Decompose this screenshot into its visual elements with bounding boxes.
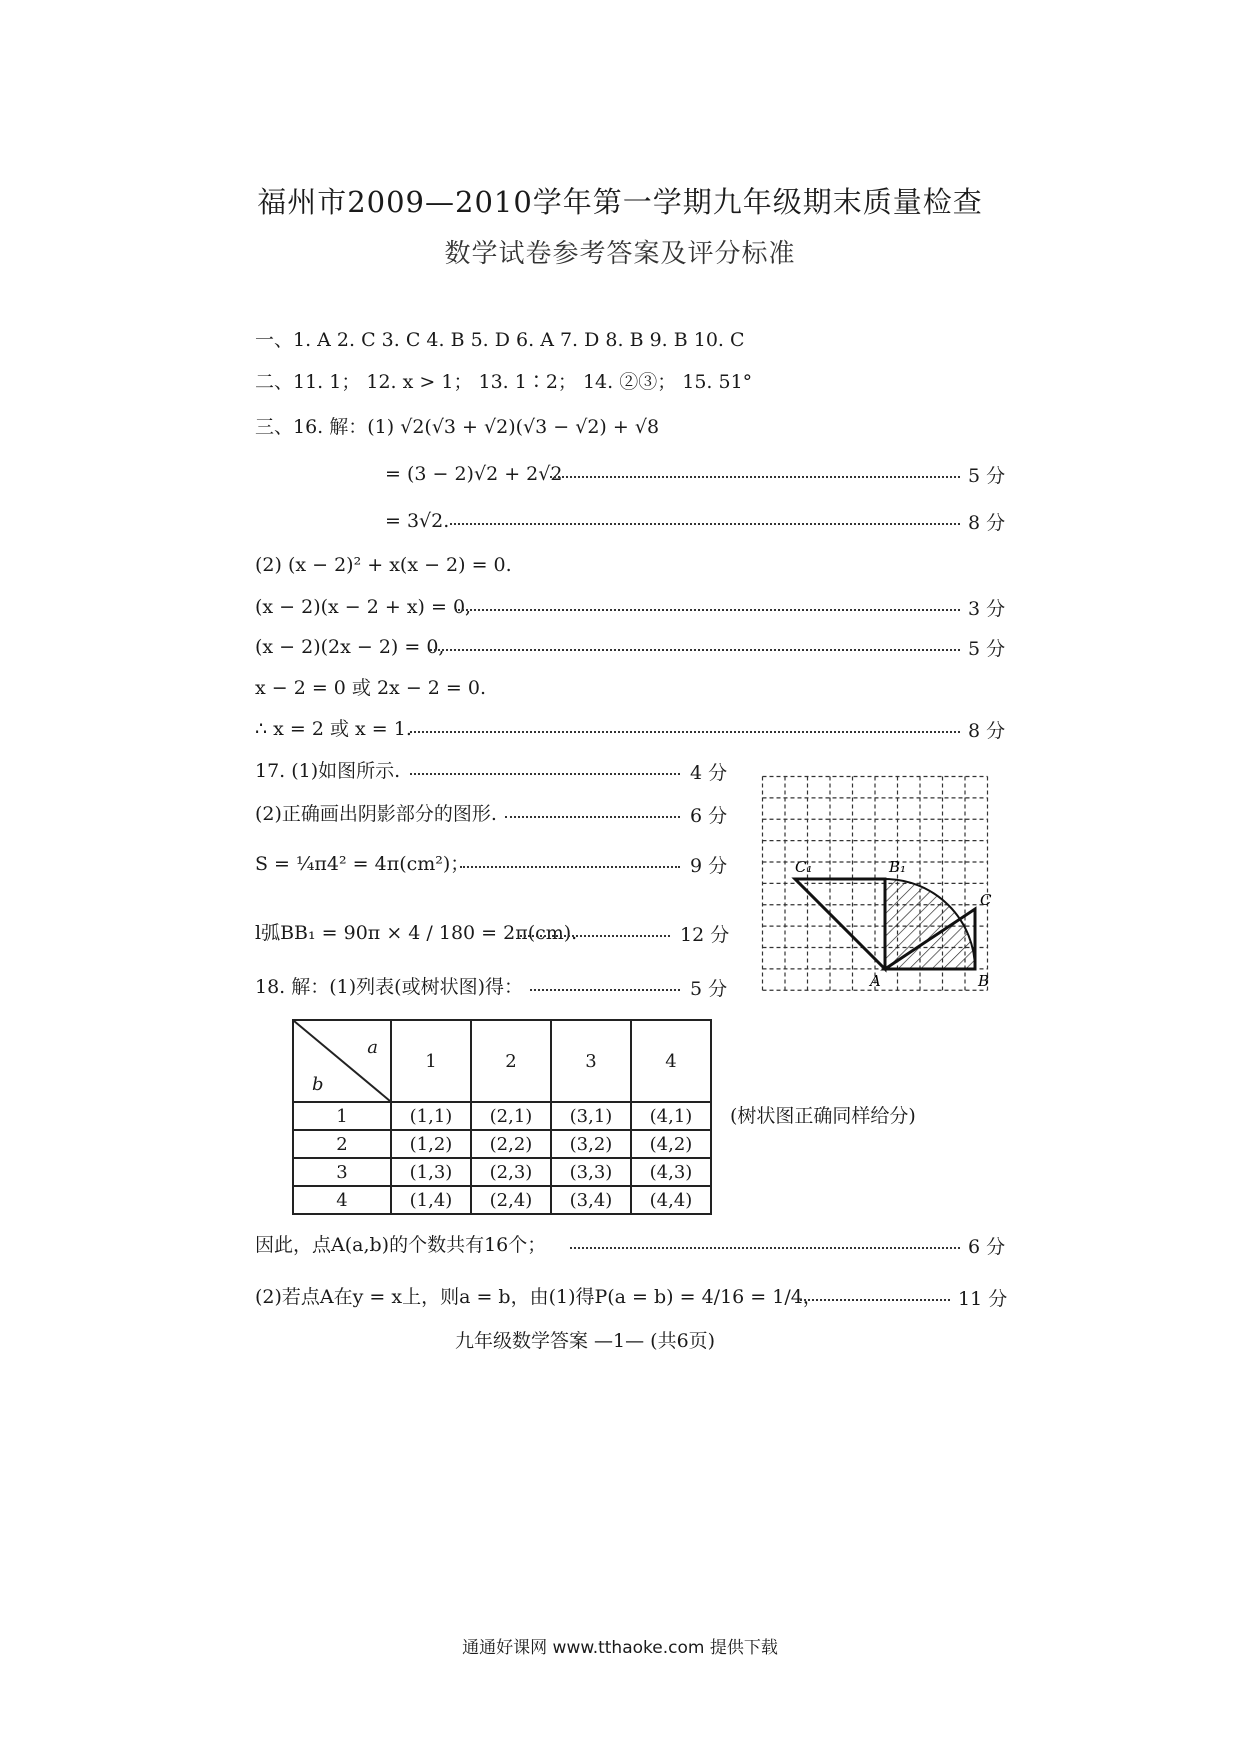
q16-part1-line2: = (3 − 2)√2 + 2√2 (385, 463, 563, 485)
score-label: 6 分 (690, 805, 728, 827)
leader-dots (455, 609, 960, 611)
q16-part2-line2: (x − 2)(x − 2 + x) = 0, (255, 596, 472, 618)
table-cell: (2,4) (471, 1186, 551, 1214)
diagonal-divider (294, 1021, 390, 1101)
outcome-table (292, 1019, 712, 1215)
leader-dots (550, 476, 960, 478)
table-row (293, 1102, 711, 1130)
col-header-a: a (367, 1037, 378, 1058)
label-b: B (978, 972, 990, 990)
table-cell: (2,1) (471, 1102, 551, 1130)
leader-dots (430, 649, 960, 651)
page-title: 福州市2009—2010学年第一学期九年级期末质量检查 (257, 185, 983, 219)
shaded-sector (885, 879, 975, 969)
table-cell: (3,2) (551, 1130, 631, 1158)
leader-dots (800, 1299, 950, 1301)
leader-dots (410, 731, 960, 733)
q17-line4: l弧BB₁ = 90π × 4 / 180 = 2π(cm). (255, 922, 578, 944)
geometry-figure (755, 772, 1000, 992)
label-c: C (980, 891, 992, 909)
table-cell: (1,1) (391, 1102, 471, 1130)
leader-dots (520, 935, 670, 937)
q18-line2: 因此，点A(a,b)的个数共有16个； (255, 1234, 547, 1256)
q16-part2-line5: ∴ x = 2 或 x = 1. (255, 718, 412, 740)
score-label: 8 分 (968, 512, 1006, 534)
leader-dots (505, 816, 680, 818)
score-label: 12 分 (680, 924, 730, 946)
table-cell: (2,2) (471, 1130, 551, 1158)
row-label: 3 (293, 1158, 391, 1186)
leader-dots (570, 1247, 960, 1249)
footer-credit: 通通好课网 www.tthaoke.com 提供下载 (462, 1638, 778, 1658)
score-label: 4 分 (690, 762, 728, 784)
table-cell: (3,3) (551, 1158, 631, 1186)
q16-part1-line3: = 3√2. (385, 510, 450, 532)
q16-part2-line4: x − 2 = 0 或 2x − 2 = 0. (255, 677, 486, 699)
table-cell: (2,3) (471, 1158, 551, 1186)
row-label: 4 (293, 1186, 391, 1214)
col-header: 4 (631, 1020, 711, 1102)
table-corner-cell (293, 1020, 391, 1102)
table-row (293, 1130, 711, 1158)
table-cell: (4,4) (631, 1186, 711, 1214)
label-b1: B₁ (889, 858, 907, 876)
label-c1: C₁ (795, 858, 813, 876)
row-label: 1 (293, 1102, 391, 1130)
col-header: 2 (471, 1020, 551, 1102)
col-header: 1 (391, 1020, 471, 1102)
table-cell: (1,3) (391, 1158, 471, 1186)
triangle-ab1c1 (795, 879, 885, 969)
score-label: 9 分 (690, 855, 728, 877)
row-label: 2 (293, 1130, 391, 1158)
table-cell: (1,4) (391, 1186, 471, 1214)
table-row (293, 1158, 711, 1186)
q17-line2: (2)正确画出阴影部分的图形. (255, 803, 497, 825)
answers-section-1: 一、1. A 2. C 3. C 4. B 5. D 6. A 7. D 8. B 9. B 10. C (255, 329, 745, 351)
row-header-b: b (312, 1074, 324, 1095)
score-label: 5 分 (968, 638, 1006, 660)
table-row (293, 1186, 711, 1214)
table-cell: (4,3) (631, 1158, 711, 1186)
table-cell: (1,2) (391, 1130, 471, 1158)
q16-part2-line1: (2) (x − 2)² + x(x − 2) = 0. (255, 554, 512, 576)
q16-part1-line1: 三、16. 解：(1) √2(√3 + √2)(√3 − √2) + √8 (255, 416, 660, 438)
col-header: 3 (551, 1020, 631, 1102)
page-subtitle: 数学试卷参考答案及评分标准 (444, 239, 796, 269)
leader-dots (450, 523, 960, 525)
leader-dots (530, 989, 680, 991)
score-label: 11 分 (958, 1288, 1008, 1310)
leader-dots (460, 866, 680, 868)
score-label: 8 分 (968, 720, 1006, 742)
leader-dots (410, 773, 680, 775)
answers-section-2: 二、11. 1； 12. x > 1； 13. 1∶2； 14. ②③； 15. 51° (255, 371, 753, 393)
table-cell: (4,2) (631, 1130, 711, 1158)
score-label: 5 分 (968, 465, 1006, 487)
page-number: 九年级数学答案 —1— (共6页) (455, 1330, 716, 1352)
score-label: 3 分 (968, 598, 1006, 620)
table-cell: (3,1) (551, 1102, 631, 1130)
q18-line3: (2)若点A在y = x上，则a = b，由(1)得P(a = b) = 4/16 = 1/4， (255, 1286, 822, 1308)
q17-line3: S = ¼π4² = 4π(cm²)； (255, 853, 470, 875)
table-cell: (3,4) (551, 1186, 631, 1214)
tree-diagram-note: (树状图正确同样给分) (730, 1105, 916, 1127)
score-label: 6 分 (968, 1236, 1006, 1258)
label-a: A (870, 972, 881, 990)
q18-line1: 18. 解：(1)列表(或树状图)得： (255, 976, 523, 998)
q17-line1: 17. (1)如图所示. (255, 760, 401, 782)
table-cell: (4,1) (631, 1102, 711, 1130)
q16-part2-line3: (x − 2)(2x − 2) = 0, (255, 636, 445, 658)
score-label: 5 分 (690, 978, 728, 1000)
